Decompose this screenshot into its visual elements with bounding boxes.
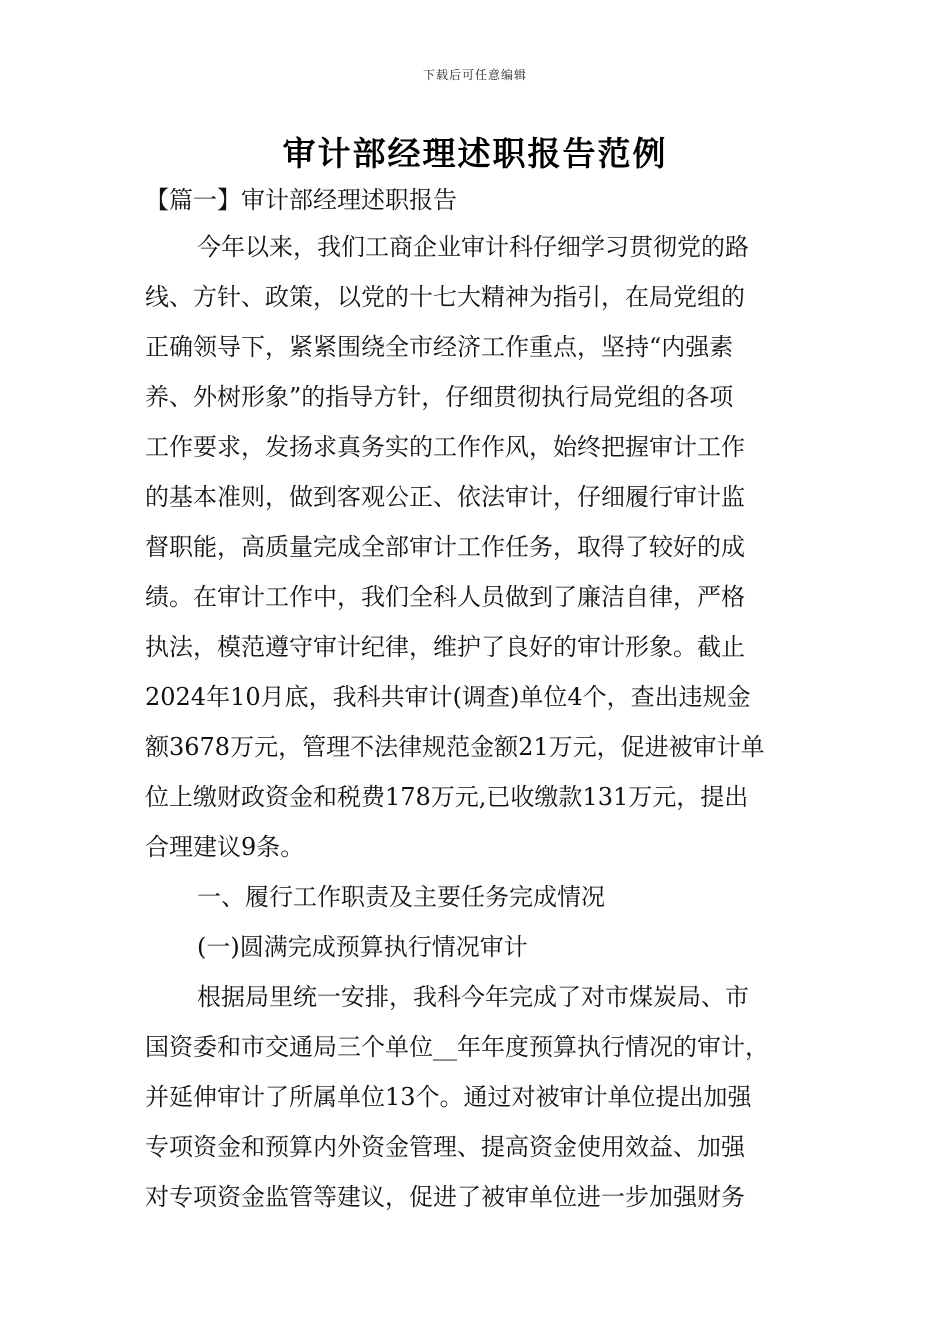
paragraph-line: 国资委和市交通局三个单位__年年度预算执行情况的审计， (145, 1033, 769, 1061)
paragraph-line: 的基本准则，做到客观公正、依法审计，仔细履行审计监 (145, 483, 745, 511)
paragraph-line: 督职能，高质量完成全部审计工作任务，取得了较好的成 (145, 533, 745, 561)
header-note: 下载后可任意编辑 (422, 68, 527, 82)
paragraph-line: 额3678万元，管理不法律规范金额21万元，促进被审计单 (145, 733, 765, 761)
section-heading: 【篇一】审计部经理述职报告 (145, 186, 457, 214)
paragraph-line: 工作要求，发扬求真务实的工作作风，始终把握审计工作 (145, 433, 745, 461)
subsection-heading: 一、履行工作职责及主要任务完成情况 (197, 883, 605, 911)
paragraph-line: 绩。在审计工作中，我们全科人员做到了廉洁自律，严格 (145, 583, 745, 611)
subsection-heading: (一)圆满完成预算执行情况审计 (197, 933, 528, 961)
paragraph-line: 位上缴财政资金和税费178万元,已收缴款131万元，提出 (145, 783, 749, 811)
paragraph-line: 线、方针、政策，以党的十七大精神为指引，在局党组的 (145, 283, 745, 311)
paragraph-line: 并延伸审计了所属单位13个。通过对被审计单位提出加强 (145, 1083, 752, 1111)
document-body (145, 222, 815, 1222)
paragraph-line: 对专项资金监管等建议，促进了被审单位进一步加强财务 (145, 1183, 745, 1211)
paragraph-line: 执法，模范遵守审计纪律，维护了良好的审计形象。截止 (145, 633, 745, 661)
document-title: 审计部经理述职报告范例 (282, 134, 668, 173)
paragraph-line: 根据局里统一安排，我科今年完成了对市煤炭局、市 (197, 983, 749, 1011)
paragraph-line: 今年以来，我们工商企业审计科仔细学习贯彻党的路 (197, 233, 749, 261)
paragraph-line: 专项资金和预算内外资金管理、提高资金使用效益、加强 (145, 1133, 745, 1161)
paragraph-line: 2024年10月底，我科共审计(调查)单位4个，查出违规金 (145, 683, 751, 711)
paragraph-line: 正确领导下，紧紧围绕全市经济工作重点，坚持“内强素 (145, 333, 734, 361)
paragraph-line: 养、外树形象”的指导方针，仔细贯彻执行局党组的各项 (145, 383, 734, 411)
paragraph-line: 合理建议9条。 (145, 833, 305, 861)
